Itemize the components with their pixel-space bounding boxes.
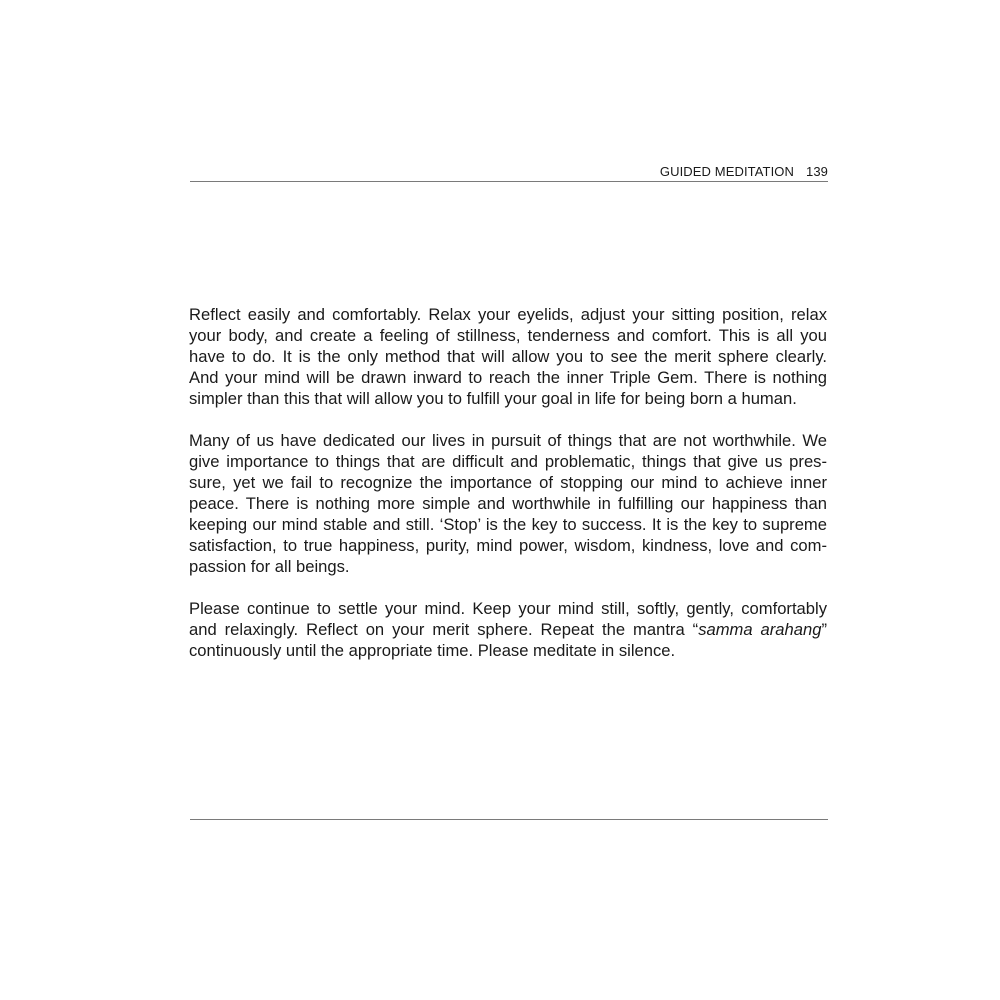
mantra-text: samma arahang xyxy=(698,620,822,639)
paragraph-2 xyxy=(189,430,827,577)
text-line: peace. There is nothing more simple and worthwhile in fulfilling our happiness than xyxy=(189,494,827,513)
text-line: simpler than this that will allow you to fulfill your goal in life for being born a human. xyxy=(189,389,797,408)
text-line: And your mind will be drawn inward to reach the inner Triple Gem. There is nothing xyxy=(189,368,827,387)
running-header xyxy=(190,163,828,181)
mantra-line-after: ” xyxy=(821,620,827,639)
text-line: have to do. It is the only method that will allow you to see the merit sphere clearly. xyxy=(189,347,827,366)
mantra-line xyxy=(189,619,827,640)
text-line: satisfaction, to true happiness, purity, mind power, wisdom, kindness, love and com- xyxy=(189,536,827,555)
text-line: Please continue to settle your mind. Keep your mind still, softly, gently, comfortably xyxy=(189,599,827,618)
text-line: continuously until the appropriate time. Please meditate in silence. xyxy=(189,641,676,660)
page-number: 139 xyxy=(806,164,828,179)
paragraph-1 xyxy=(189,304,827,409)
body-text xyxy=(189,304,827,682)
footer-rule xyxy=(190,819,828,820)
text-line: keeping our mind stable and still. ‘Stop’ is the key to success. It is the key to supreme xyxy=(189,515,827,534)
text-line: Reflect easily and comfortably. Relax your eyelids, adjust your sitting position, relax xyxy=(189,305,827,324)
text-line: passion for all beings. xyxy=(189,557,350,576)
text-line: your body, and create a feeling of stillness, tenderness and comfort. This is all you xyxy=(189,326,827,345)
text-line: Many of us have dedicated our lives in pursuit of things that are not worthwhile. We xyxy=(189,431,827,450)
text-line: sure, yet we fail to recognize the importance of stopping our mind to achieve inner xyxy=(189,473,827,492)
header-rule xyxy=(190,181,828,182)
mantra-line-before: and relaxingly. Reflect on your merit sphere. Repeat the mantra “ xyxy=(189,620,699,639)
section-title: GUIDED MEDITATION xyxy=(659,164,794,179)
paragraph-3 xyxy=(189,598,827,661)
text-line: give importance to things that are difficult and problematic, things that give us pres- xyxy=(189,452,827,471)
